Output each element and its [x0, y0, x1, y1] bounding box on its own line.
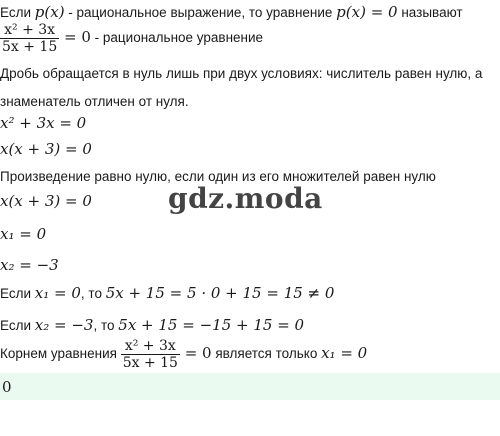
rule-line-1: Дробь обращается в нуль лишь при двух условиях: числитель равен нулю, а [0, 66, 483, 81]
conclusion-rhs: = 0 [179, 344, 212, 363]
equation-1: x² + 3x = 0 [0, 114, 87, 132]
root-1: x₁ = 0 [0, 225, 47, 243]
intro-math-1: p(x) [34, 3, 65, 21]
answer-value: 0 [2, 378, 12, 396]
check-2-text-1: Если [0, 318, 35, 333]
equation-2: x(x + 3) = 0 [0, 140, 92, 158]
root-2: x₂ = −3 [0, 256, 59, 274]
watermark: gdz.moda [168, 182, 323, 215]
equation-3: x(x + 3) = 0 [0, 192, 92, 210]
check-2-math-1: x₂ = −3 [34, 316, 94, 334]
fraction-denominator: 5x + 15 [2, 39, 58, 56]
fraction-numerator: x² + 3x [0, 22, 59, 39]
intro-line [0, 5, 463, 20]
product-rule-text: Произведение равно нулю, если один из его множителей равен нулю [0, 169, 436, 184]
conclusion-text-2: является только [211, 346, 322, 362]
conclusion-line [0, 338, 367, 371]
conclusion-fraction [121, 338, 180, 371]
fraction-rhs: = 0 [59, 28, 91, 47]
fraction-label: - рациональное уравнение [90, 30, 264, 46]
check-2-math-2: 5x + 15 = −15 + 15 = 0 [118, 316, 305, 334]
intro-text-2: - рациональное выражение, то уравнение [64, 5, 337, 20]
answer-box [0, 373, 500, 400]
fraction-equation-line [0, 22, 263, 55]
intro-text-1: Если [0, 5, 35, 20]
conclusion-denominator: 5x + 15 [122, 355, 178, 372]
check-1-math-1: x₁ = 0 [34, 284, 81, 302]
fraction [0, 22, 59, 55]
conclusion-math-2: x₁ = 0 [321, 344, 368, 363]
check-1-text-2: , то [80, 286, 106, 301]
intro-math-2: p(x) = 0 [336, 3, 398, 21]
check-1-text-1: Если [0, 286, 35, 301]
check-1-math-2: 5x + 15 = 5 · 0 + 15 = 15 ≠ 0 [105, 284, 335, 302]
conclusion-numerator: x² + 3x [121, 338, 180, 355]
rule-line-2: знаменатель отличен от нуля. [0, 94, 189, 109]
check-2-line [0, 318, 304, 333]
conclusion-text-1: Корнем уравнения [0, 346, 121, 362]
check-1-line [0, 286, 334, 301]
check-2-text-2: , то [93, 318, 119, 333]
intro-text-3: называют [397, 5, 463, 20]
